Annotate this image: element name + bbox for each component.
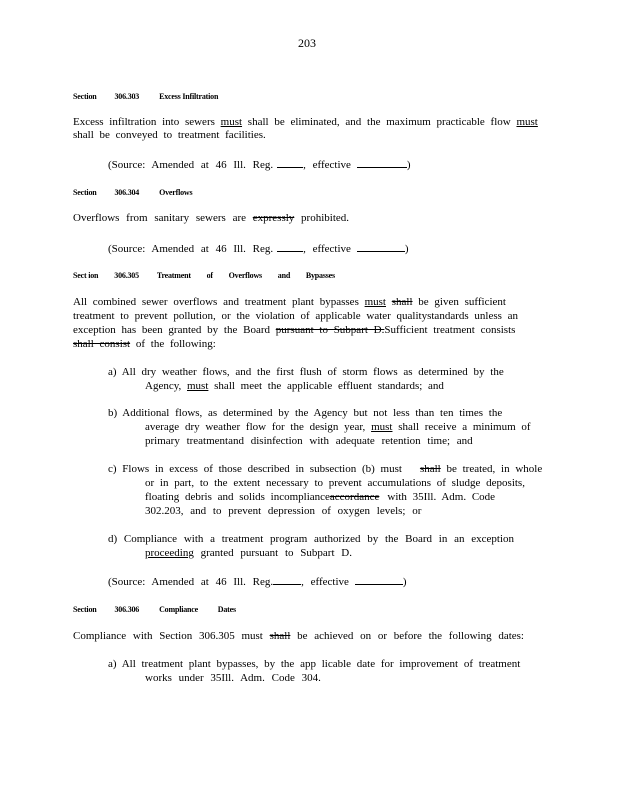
source-note: (Source: Amended at 46 Ill. Reg. , effective ) (108, 576, 407, 588)
section-title: Excess Infiltration (159, 92, 219, 101)
page-number: 203 (298, 36, 316, 50)
deleted-text: shall (269, 630, 291, 642)
deleted-text: accordance (329, 491, 380, 503)
section-number: 306.303 (114, 92, 140, 101)
blank-line (357, 157, 407, 168)
blank-line (277, 241, 303, 252)
blank-line (355, 574, 403, 585)
list-item-d-continued: proceeding granted pursuant to Subpart D. (145, 547, 352, 559)
inserted-text: must (220, 116, 243, 128)
section-label: Section (73, 92, 97, 101)
section-heading-306-305: Sect ion 306.305 Treatment of Overflows and Bypasses (73, 271, 335, 280)
paragraph-line: exception has been granted by the Board pursuant to Subpart D.Sufficient treatment consists (73, 324, 516, 336)
list-item-c: c) Flows in excess of those described in subsection (b) must shall be treated, in whole (108, 463, 543, 475)
source-note: (Source: Amended at 46 Ill. Reg. , effective ) (108, 243, 409, 255)
list-item-a-continued: works under 35Ill. Adm. Code 304. (145, 672, 321, 684)
list-item-b: b) Additional flows, as determined by the Agency but not less than ten times the (108, 407, 503, 419)
blank-line (357, 241, 405, 252)
paragraph-line: Overflows from sanitary sewers are expressly prohibited. (73, 212, 350, 224)
section-heading-306-303 (73, 90, 218, 103)
list-item-b-continued: average dry weather flow for the design year, must shall receive a minimum of (145, 421, 531, 433)
section-heading-306-304: Section 306.304 Overflows (73, 188, 193, 197)
deleted-text: shall (419, 463, 441, 475)
list-item-a: a) All dry weather flows, and the first flush of storm flows as determined by the (108, 366, 504, 378)
list-item-a-continued: Agency, must shall meet the applicable effluent standards; and (145, 380, 444, 392)
inserted-text: proceeding (145, 547, 194, 559)
section-heading-306-306: Section 306.306 Compliance Dates (73, 605, 236, 614)
deleted-text: pursuant to Subpart D. (275, 324, 385, 336)
paragraph-line: Excess infiltration into sewers must shall be eliminated, and the maximum practicable flow must (73, 116, 538, 128)
blank-line (277, 157, 303, 168)
deleted-text: shall consist (73, 338, 131, 350)
inserted-text: must (371, 421, 393, 433)
paragraph-line: All combined sewer overflows and treatment plant bypasses must shall be given sufficient (73, 296, 506, 308)
paragraph-line: treatment to prevent pollution, or the violation of applicable water qualitystandards unless an (73, 310, 519, 322)
inserted-text: must (364, 296, 386, 308)
list-item-c-continued: 302.203, and to prevent depression of oxygen levels; or (145, 505, 422, 517)
paragraph-line: shall be conveyed to treatment facilities. (73, 129, 266, 141)
list-item-b-continued: primary treatmentand disinfection with adequate retention time; and (145, 435, 473, 447)
list-item-c-continued: floating debris and solids incomplianceaccordance with 35Ill. Adm. Code (145, 491, 496, 503)
blank-line (273, 574, 301, 585)
source-note: (Source: Amended at 46 Ill. Reg. , effective ) (108, 159, 411, 171)
list-item-d: d) Compliance with a treatment program authorized by the Board in an exception (108, 533, 514, 545)
inserted-text: must (187, 380, 209, 392)
paragraph-line: Compliance with Section 306.305 must shall be achieved on or before the following dates: (73, 630, 524, 642)
inserted-text: must (516, 116, 538, 128)
deleted-text: shall (391, 296, 413, 308)
paragraph-line: shall consist of the following: (73, 338, 216, 350)
deleted-text: expressly (252, 212, 295, 224)
list-item-c-continued: or in part, to the extent necessary to prevent accumulations of sludge deposits, (145, 477, 525, 489)
list-item-a: a) All treatment plant bypasses, by the app licable date for improvement of treatment (108, 658, 521, 670)
